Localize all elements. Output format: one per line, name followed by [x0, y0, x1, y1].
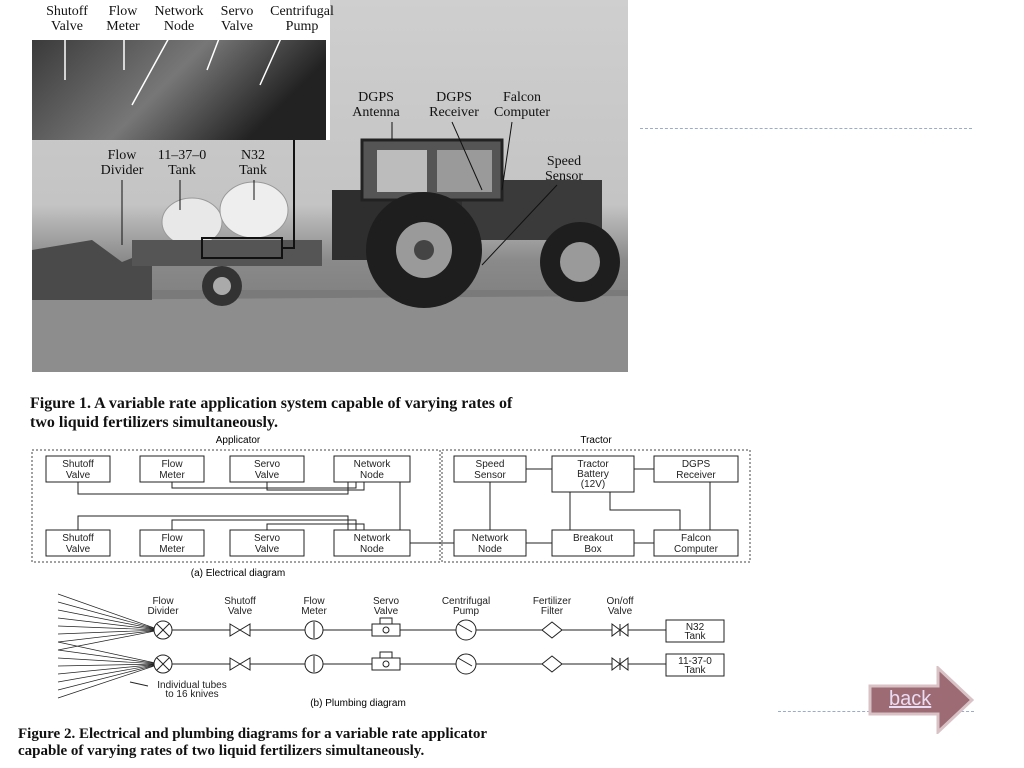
tr-batt-l1: Tractor	[577, 459, 609, 470]
ph-shutoff-l2: Valve	[227, 606, 253, 617]
tank-n32-l1: N32	[685, 622, 705, 633]
app-r2-servo-l2: Valve	[254, 544, 280, 555]
ph-flow-l2: Meter	[301, 606, 327, 617]
figure1-caption	[30, 394, 512, 432]
plumbing-caption: (b) Plumbing diagram	[310, 698, 406, 709]
label-flow-meter: Flow Meter	[106, 4, 140, 34]
tr-batt-l2: Battery	[577, 469, 609, 480]
ph-onoff-l2: Valve	[607, 606, 633, 617]
applicator-title: Applicator	[215, 435, 261, 446]
ph-divider-l2: Divider	[147, 606, 179, 617]
app-r1-flow-l2: Meter	[159, 470, 185, 481]
tank-1137-l2: Tank	[684, 665, 706, 676]
app-r2-servo-l1: Servo	[253, 533, 281, 544]
dashed-rule-top	[640, 128, 972, 129]
tractor-title: Tractor	[580, 435, 612, 446]
app-r1-net-l1: Network	[353, 459, 391, 470]
label-n32-tank: N32 Tank	[239, 148, 267, 178]
label-11-37-0-tank: 11–37–0 Tank	[157, 148, 207, 178]
ph-onoff-l1: On/off	[606, 596, 634, 607]
app-r2-shutoff-l1: Shutoff	[62, 533, 94, 544]
tubes-pointer	[130, 682, 148, 686]
app-r2-shutoff-l2: Valve	[65, 544, 91, 555]
tank-n32-l2: Tank	[684, 631, 706, 642]
app-r1-servo-l2: Valve	[254, 470, 280, 481]
figure2-caption-line1: Figure 2. Electrical and plumbing diagrams for a variable rate applicator	[18, 726, 487, 742]
ph-shutoff-l1: Shutoff	[224, 596, 256, 607]
tubes-note-l2: to 16 knives	[165, 689, 219, 700]
label-flow-divider: Flow Divider	[100, 148, 144, 178]
tubes-note-l1: Individual tubes	[157, 680, 227, 691]
tr-break-l2: Box	[584, 544, 602, 555]
tr-net-l1: Network	[471, 533, 509, 544]
ph-pump-l1: Centrifugal	[441, 596, 491, 607]
label-servo-valve: Servo Valve	[220, 4, 254, 34]
plumbing-lines	[160, 630, 666, 664]
tube-fan	[58, 594, 160, 698]
figure2-diagrams	[30, 434, 754, 710]
plumbing-components	[154, 618, 724, 676]
tr-speed-l1: Speed	[475, 459, 505, 470]
tractor-illustration	[32, 0, 628, 372]
app-r1-net-l2: Node	[360, 470, 384, 481]
ph-flow-l1: Flow	[303, 596, 325, 607]
figure2-caption-line2: capable of varying rates of two liquid fertilizers simultaneously.	[18, 743, 425, 759]
label-dgps-antenna: DGPS Antenna	[352, 90, 400, 120]
ph-filter-l2: Filter	[540, 606, 564, 617]
ph-divider-l1: Flow	[152, 596, 174, 607]
label-dgps-receiver: DGPS Receiver	[429, 90, 479, 120]
plumbing-headers	[147, 596, 633, 617]
figure1-photo	[32, 0, 628, 372]
figure1-caption-line2: two liquid fertilizers simultaneously.	[30, 414, 278, 431]
label-shutoff-valve: Shutoff Valve	[46, 4, 88, 34]
label-falcon-computer: Falcon Computer	[494, 90, 550, 120]
tr-falcon-l1: Falcon	[680, 533, 712, 544]
app-r2-net-l2: Node	[360, 544, 384, 555]
app-r1-flow-l1: Flow	[161, 459, 183, 470]
app-r1-shutoff-l1: Shutoff	[62, 459, 94, 470]
tr-dgps-l1: DGPS	[681, 459, 711, 470]
tr-speed-l2: Sensor	[474, 470, 506, 481]
ph-servo-l1: Servo	[372, 596, 400, 607]
tank-1137-l1: 11-37-0	[678, 656, 712, 667]
app-r2-net-l1: Network	[353, 533, 391, 544]
app-r1-shutoff-l2: Valve	[65, 470, 91, 481]
app-r2-flow-l2: Meter	[159, 544, 185, 555]
tr-break-l1: Breakout	[572, 533, 614, 544]
app-r1-servo-l1: Servo	[253, 459, 281, 470]
ph-pump-l2: Pump	[452, 606, 480, 617]
figure2-caption	[18, 726, 487, 760]
tr-net-l2: Node	[478, 544, 502, 555]
tr-batt-l3: (12V)	[580, 479, 606, 490]
ph-servo-l2: Valve	[373, 606, 399, 617]
tubes-note	[157, 680, 227, 700]
electrical-caption: (a) Electrical diagram	[190, 568, 286, 579]
label-network-node: Network Node	[154, 4, 204, 34]
tr-falcon-l2: Computer	[674, 544, 718, 555]
tr-dgps-l2: Receiver	[676, 470, 716, 481]
label-speed-sensor: Speed Sensor	[544, 154, 584, 184]
label-centrifugal-pump: Centrifugal Pump	[270, 4, 334, 34]
back-link[interactable]: back	[889, 688, 932, 710]
ph-filter-l1: Fertilizer	[532, 596, 572, 607]
figure1-caption-line1: Figure 1. A variable rate application system capable of varying rates of	[30, 395, 513, 412]
app-r2-flow-l1: Flow	[161, 533, 183, 544]
